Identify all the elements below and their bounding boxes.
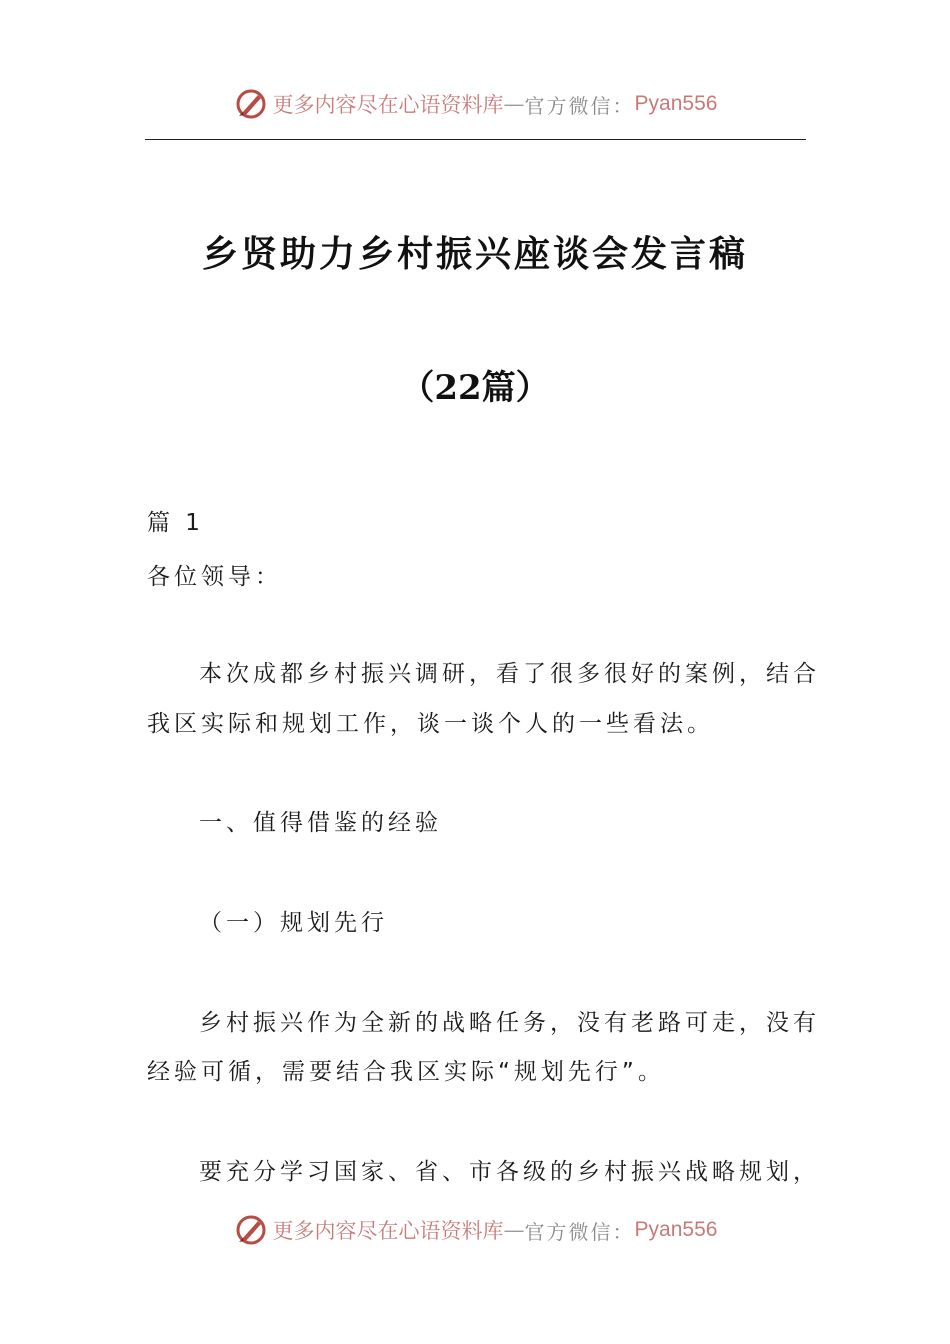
logo-icon	[233, 1212, 269, 1248]
banner-wechat-label: 官方微信：	[524, 1219, 635, 1244]
subsection-heading: （一）规划先行	[199, 910, 388, 936]
paragraph-line: 本次成都乡村振兴调研，看了很多很好的案例，结合	[199, 661, 820, 687]
salutation: 各位领导：	[147, 564, 282, 590]
header-banner	[0, 84, 950, 124]
banner-brand: 更多内容尽在心语资料库	[272, 1219, 504, 1243]
banner-wechat-label: 官方微信：	[524, 93, 635, 118]
paragraph-line: 要充分学习国家、省、市各级的乡村振兴战略规划，	[199, 1159, 820, 1185]
footer-banner	[0, 1210, 950, 1250]
document-subtitle: （22篇）	[400, 368, 550, 408]
paragraph-line: 我区实际和规划工作，谈一谈个人的一些看法。	[147, 711, 714, 737]
header-divider	[145, 139, 806, 140]
paragraph-line: 乡村振兴作为全新的战略任务，没有老路可走，没有	[199, 1010, 820, 1036]
paragraph-line: 经验可循，需要结合我区实际“规划先行”。	[147, 1059, 665, 1085]
banner-wechat-id: Pyan556	[634, 1218, 718, 1241]
banner-separator: —	[503, 1218, 525, 1242]
section-heading: 一、值得借鉴的经验	[199, 810, 442, 836]
section-label: 篇 1	[147, 510, 204, 536]
banner-separator: —	[503, 92, 525, 116]
logo-icon	[233, 86, 269, 122]
banner-brand: 更多内容尽在心语资料库	[272, 93, 504, 117]
banner-wechat-id: Pyan556	[634, 92, 718, 115]
document-title: 乡贤助力乡村振兴座谈会发言稿	[201, 233, 748, 275]
